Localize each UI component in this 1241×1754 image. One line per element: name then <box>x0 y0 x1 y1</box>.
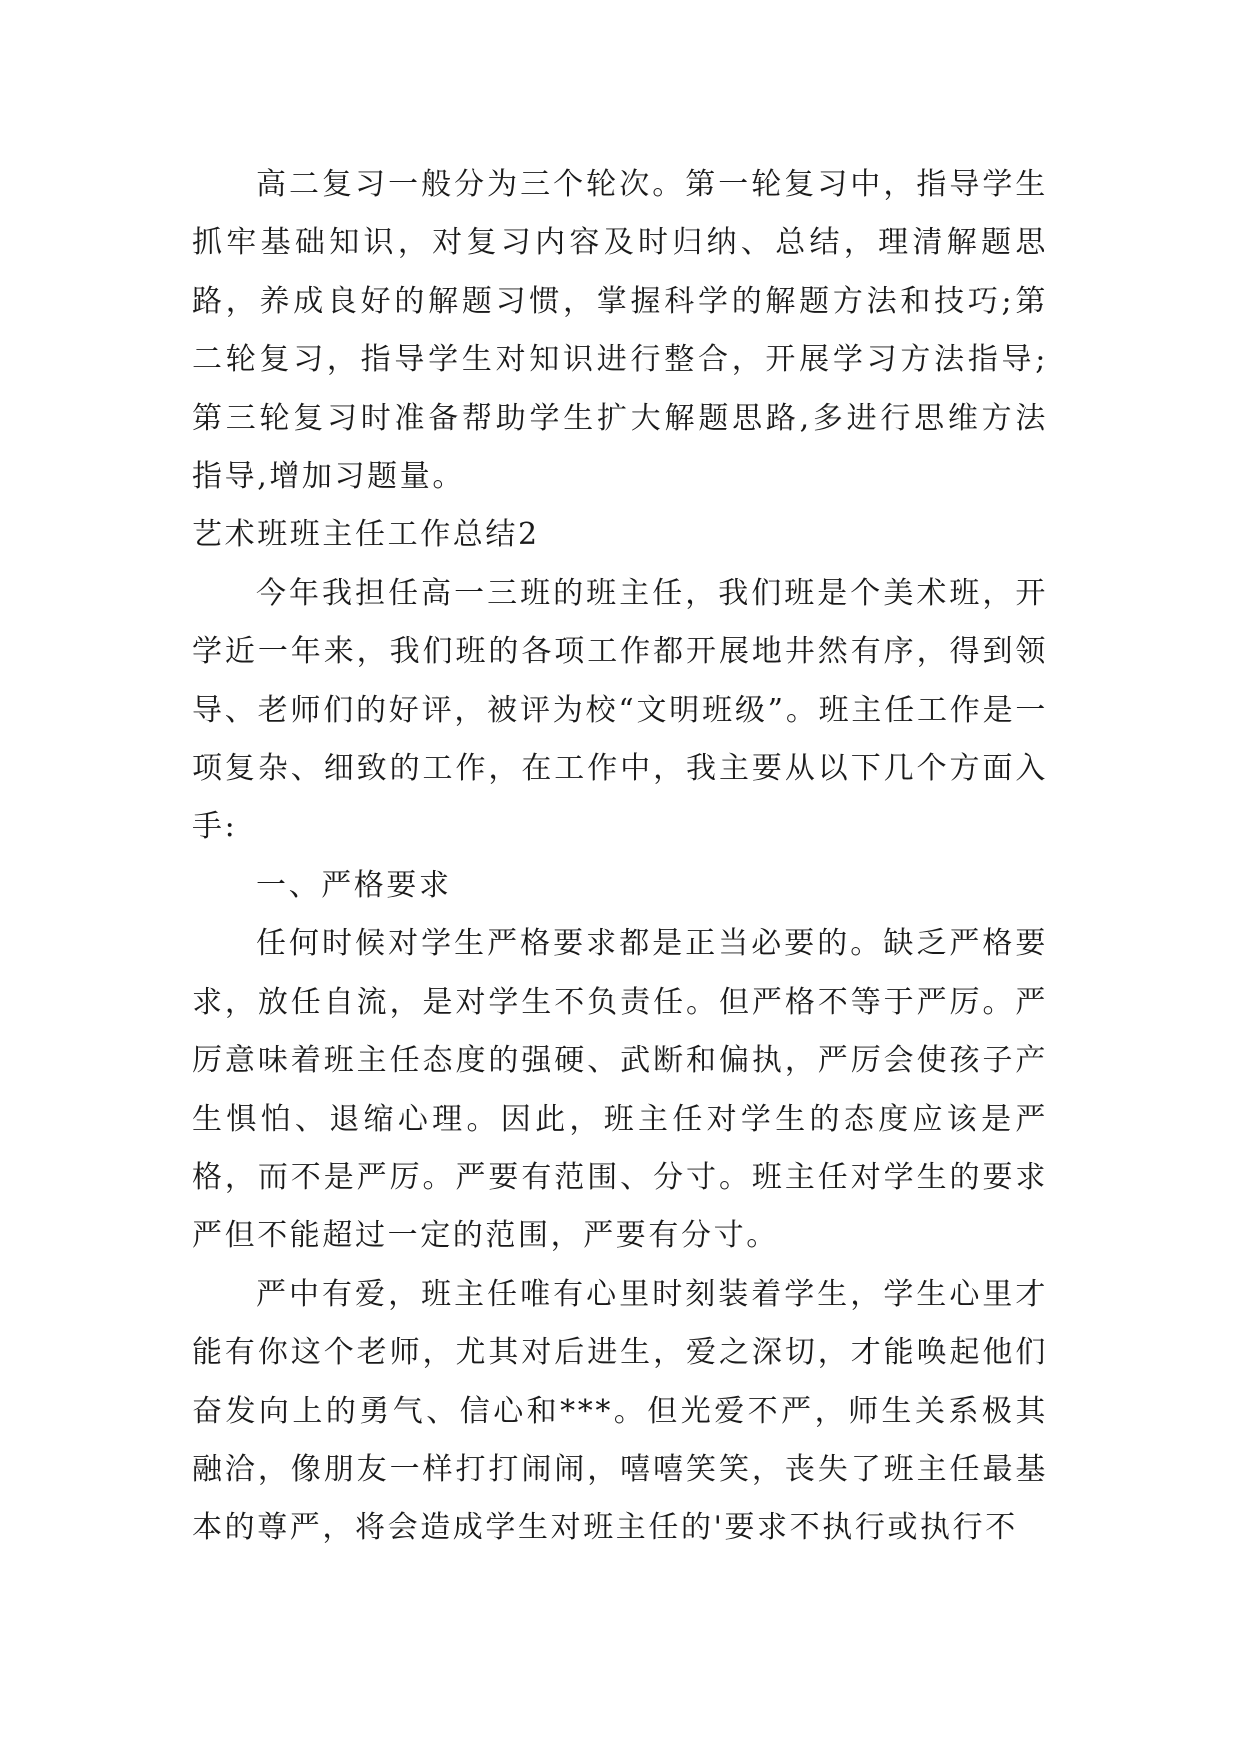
document-body <box>192 156 1048 1558</box>
section-heading: 艺术班班主任工作总结2 <box>192 517 540 553</box>
paragraph-strictness: 任何时候对学生严格要求都是正当必要的。缺乏严格要求，放任自流，是对学生不负责任。但严格不等于严厉。严厉意味着班主任态度的强硬、武断和偏执，严厉会使孩子产生惧怕、退缩心理。因此，班主任对学生的态度应该是严格，而不是严厉。严要有范围、分寸。班主任对学生的要求严但不能超过一定的范围，严要有分寸。 <box>192 926 1048 1254</box>
paragraph-review-rounds: 高二复习一般分为三个轮次。第一轮复习中，指导学生抓牢基础知识，对复习内容及时归纳、总结，理清解题思路，养成良好的解题习惯，掌握科学的解题方法和技巧;第二轮复习，指导学生对知识进行整合，开展学习方法指导;第三轮复习时准备帮助学生扩大解题思路,多进行思维方法指导,增加习题量。 <box>192 167 1048 495</box>
paragraph-intro: 今年我担任高一三班的班主任，我们班是个美术班，开学近一年来，我们班的各项工作都开展地井然有序，得到领导、老师们的好评，被评为校“文明班级”。班主任工作是一项复杂、细致的工作，在工作中，我主要从以下几个方面入手: <box>192 575 1048 845</box>
paragraph-love-and-strictness: 严中有爱，班主任唯有心里时刻装着学生，学生心里才能有你这个老师，尤其对后进生，爱之深切，才能唤起他们奋发向上的勇气、信心和***。但光爱不严，师生关系极其融洽，像朋友一样打打闹闹，嘻嘻笑笑，丧失了班主任最基本的尊严，将会造成学生对班主任的'要求不执行或执行不 <box>192 1276 1048 1546</box>
subheading-strict-requirements: 一、严格要求 <box>256 867 452 903</box>
